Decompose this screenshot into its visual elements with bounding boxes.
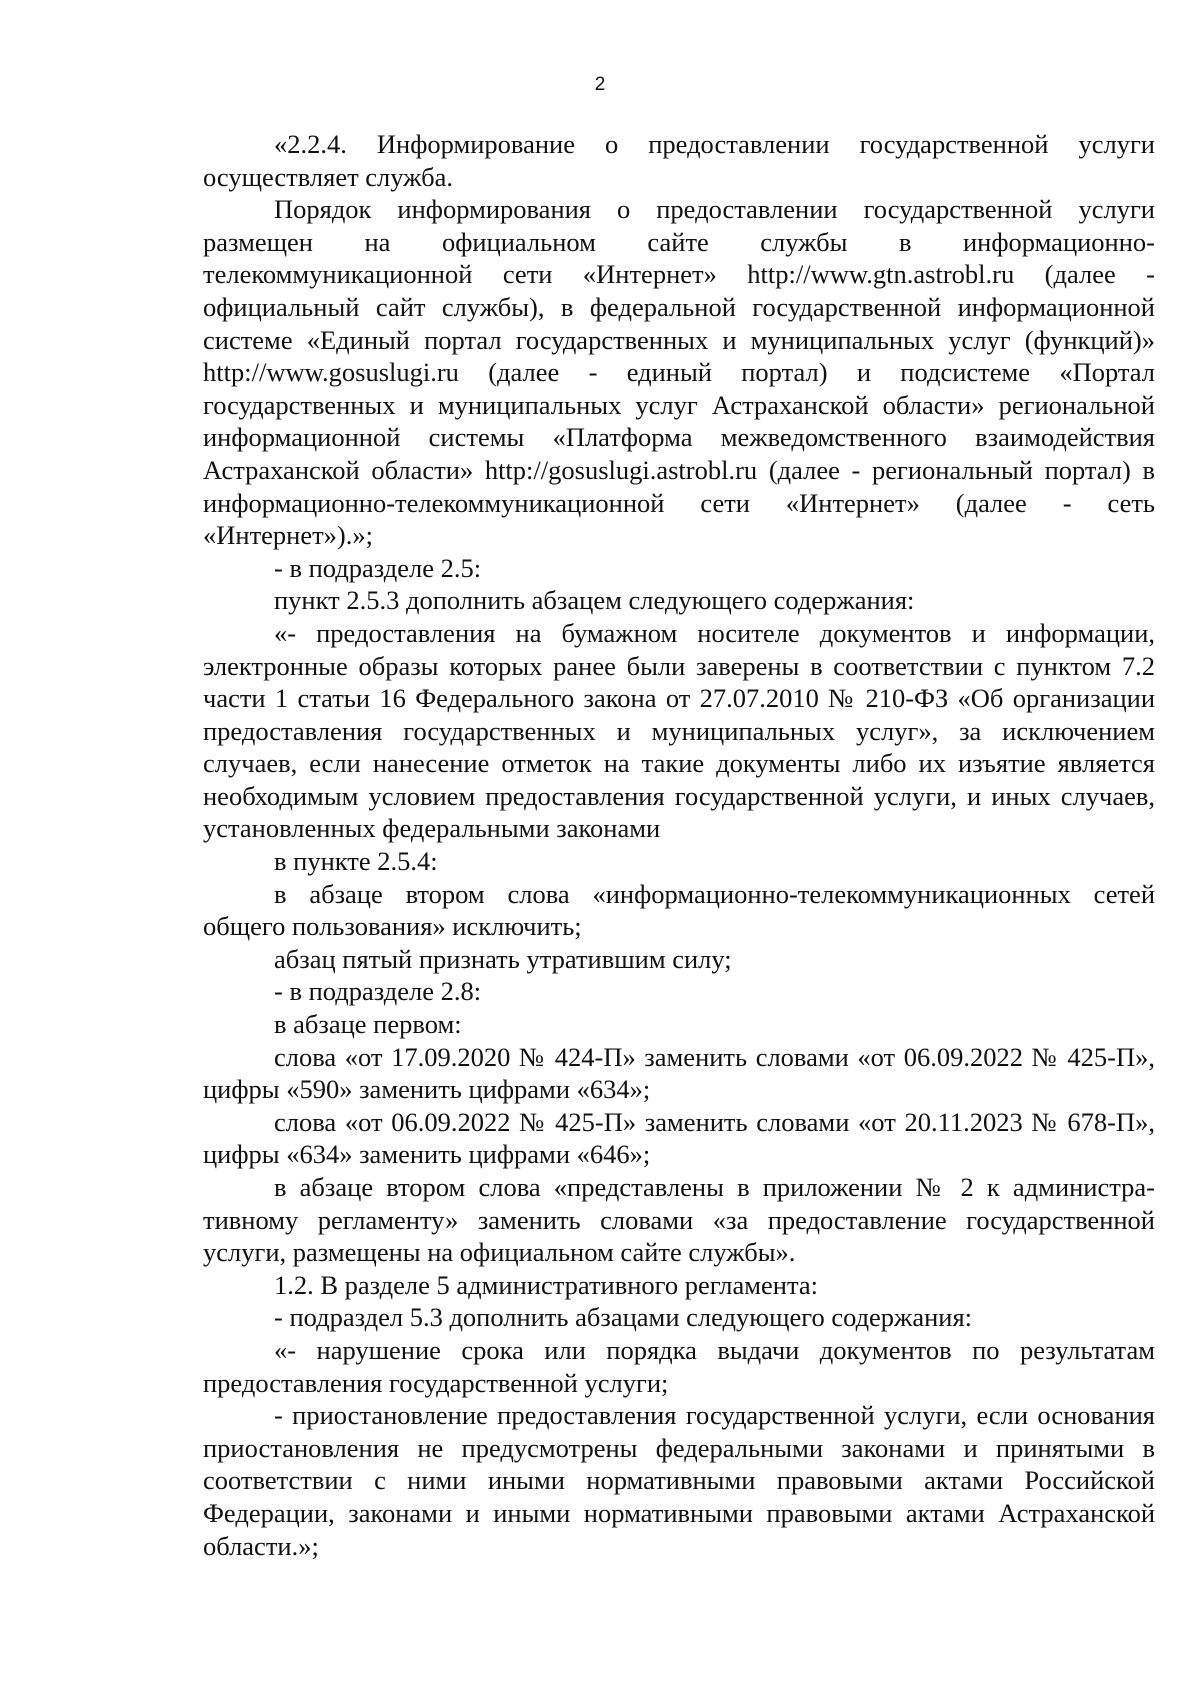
paragraph: - в подразделе 2.5:: [274, 552, 482, 583]
paragraph: пункт 2.5.3 дополнить абзацем следующего содержания:: [274, 585, 915, 616]
paragraph: 1.2. В разделе 5 административного регламента:: [274, 1269, 819, 1300]
paragraph: «- предоставления на бумажном носителе документов и информации, электронные образы которых ранее были заверены в соответствии с пунктом 7.2 части 1 статьи 16 Федерального закона от 27.07.2010 № 210-ФЗ «Об организации предоставления государственных и муниципальных услуг», за исключением случаев, если нанесение отметок на такие документы либо их изъятие является необходимым условием предоставления государственной услуги, и иных случаев, установленных федеральными законами: [203, 617, 1155, 844]
paragraph: «2.2.4. Информирование о предоставлении государственной услуги осуществляет служба.: [203, 129, 1155, 192]
paragraph: Порядок информирования о предоставлении государственной услуги размещен на официальном сайте службы в информационно-телекоммуникационной сети «Интернет» http://www.gtn.astrobl.ru (далее - официальный сайт службы), в федеральной государственной информационной системе «Единый портал государственных и муниципальных услуг (функций)» http://www.gosuslugi.ru (далее - единый портал) и подсистеме «Портал государственных и муниципальных услуг Астраханской области» региональной информационной системы «Платформа межведомственного взаимодействия Астраханской области» http://gosuslugi.astrobl.ru (далее - региональный портал) в информационно-телекоммуникационной сети «Интернет» (далее - сеть «Интернет»).»;: [203, 194, 1155, 551]
paragraph: слова «от 06.09.2022 № 425-П» заменить словами «от 20.11.2023 № 678-П», цифры «634» заменить цифрами «646»;: [203, 1106, 1155, 1170]
paragraph: «- нарушение срока или порядка выдачи документов по результатам предоставления государственной услуги;: [203, 1334, 1155, 1398]
paragraph: в абзаце первом:: [274, 1009, 462, 1040]
paragraph: в абзаце втором слова «информационно-телекоммуникационных сетей общего пользования» исключить;: [203, 878, 1155, 942]
page-number: 2: [594, 74, 606, 95]
paragraph: - подраздел 5.3 дополнить абзацами следующего содержания:: [274, 1302, 973, 1333]
paragraph: в абзаце втором слова «представлены в приложении № 2 к административному регламенту» заменить словами «за предоставление государственной услуги, размещены на официальном сайте службы».: [203, 1172, 1155, 1268]
paragraph: в пункте 2.5.4:: [274, 846, 438, 877]
document-body: [203, 128, 1155, 1562]
paragraph: - приостановление предоставления государственной услуги, если основания приостановления не предусмотрены федеральными законами и принятыми в соответствии с ними иными нормативными правовыми актами Российской Федерации, законами и иными нормативными правовыми актами Астраханской области.»;: [203, 1400, 1155, 1561]
paragraph: абзац пятый признать утратившим силу;: [274, 943, 732, 974]
paragraph: слова «от 17.09.2020 № 424-П» заменить словами «от 06.09.2022 № 425-П», цифры «590» заменить цифрами «634»;: [203, 1041, 1155, 1105]
paragraph: - в подразделе 2.8:: [274, 976, 482, 1007]
